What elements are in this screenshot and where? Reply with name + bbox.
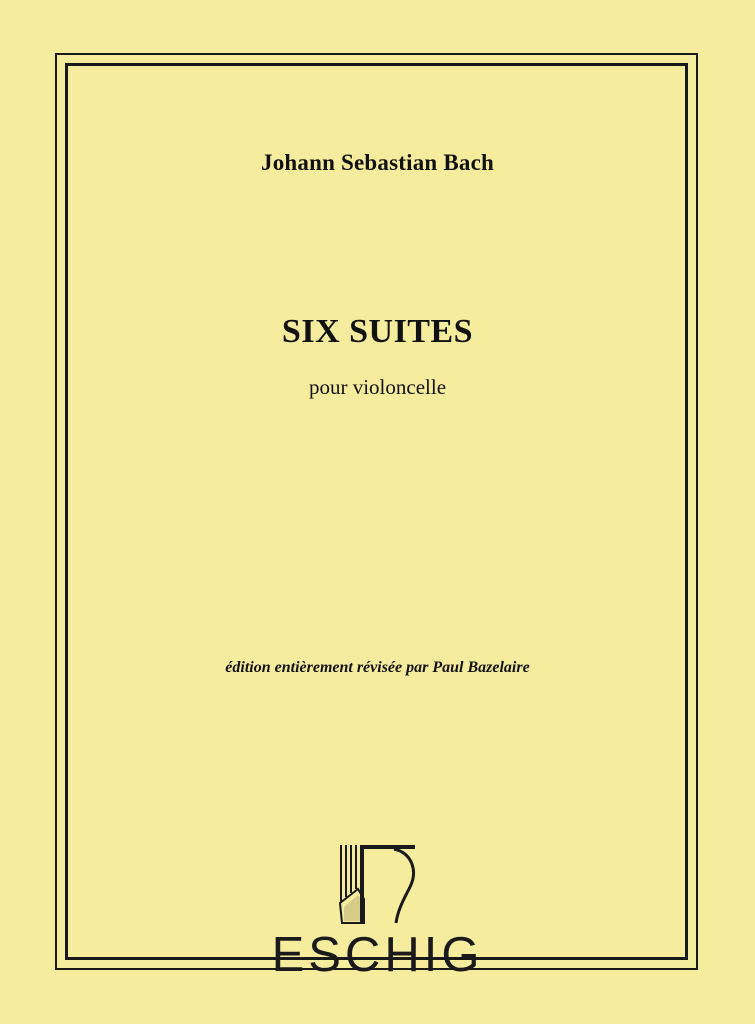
composer-name: Johann Sebastian Bach xyxy=(261,150,494,175)
inner-border xyxy=(65,63,688,960)
publisher-name: ESCHIG xyxy=(271,928,484,982)
work-title: SIX SUITES xyxy=(281,313,474,350)
work-subtitle: pour violoncelle xyxy=(308,375,447,399)
edition-note: édition entièrement révisée par Paul Bazelaire xyxy=(225,659,530,676)
harp-logo-icon xyxy=(336,843,418,925)
